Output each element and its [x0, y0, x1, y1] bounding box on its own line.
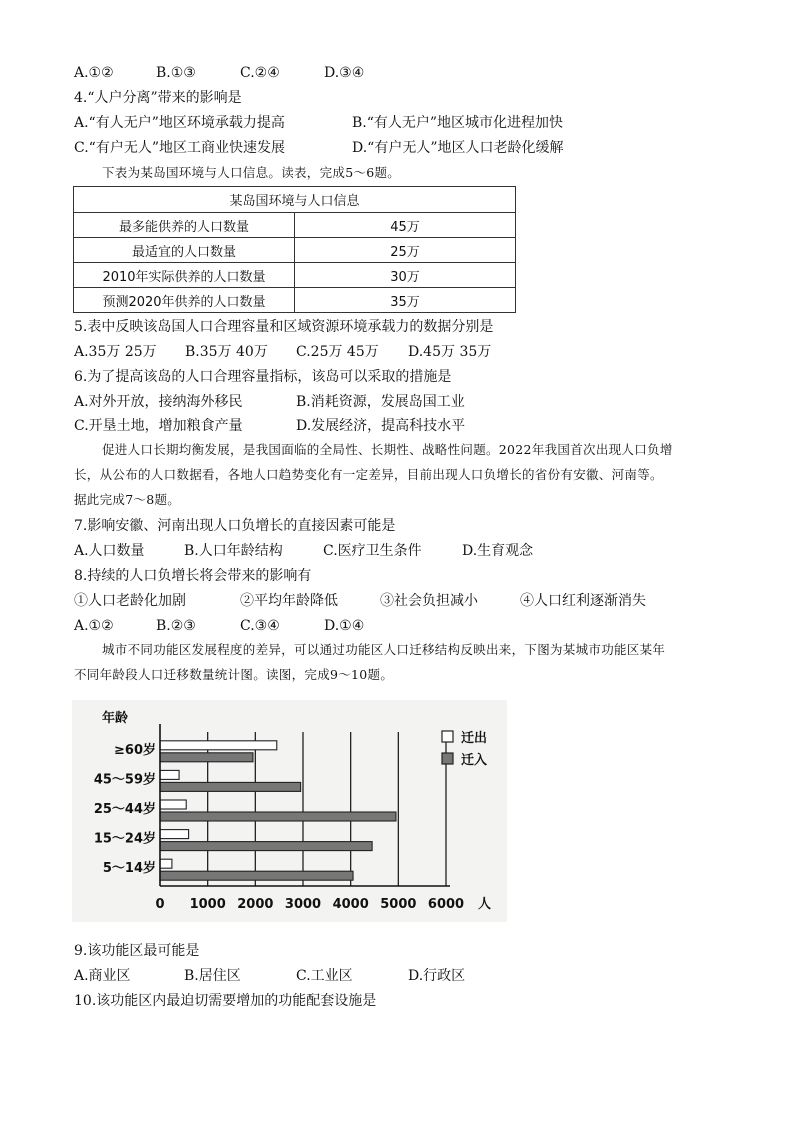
- q7-stem: 7.影响安徽、河南出现人口负增长的直接因素可能是: [74, 518, 396, 534]
- q6-stem: 6.为了提高该岛的人口合理容量指标，该岛可以采取的措施是: [74, 369, 452, 385]
- q10-stem: 10.该功能区内最迫切需要增加的功能配套设施是: [74, 993, 377, 1009]
- q9-stem: 9.该功能区最可能是: [74, 943, 200, 959]
- q3-option-c: C.②④: [240, 65, 280, 81]
- table-intro: 下表为某岛国环境与人口信息。读表，完成5～6题。: [102, 165, 401, 180]
- q4-stem: 4.“人户分离”带来的影响是: [74, 90, 242, 106]
- x-tick-label: 2000: [237, 897, 274, 912]
- legend-swatch-in: [442, 753, 453, 764]
- table-cell-label: 2010年实际供养的人口数量: [74, 263, 295, 288]
- legend-label-in: 迁入: [461, 753, 488, 768]
- bar-out: [160, 741, 277, 750]
- q6-option-d: D.发展经济，提高科技水平: [296, 418, 466, 434]
- chart-svg: [72, 700, 507, 922]
- bar-in: [160, 782, 301, 791]
- x-tick-label: 5000: [380, 897, 417, 912]
- y-axis-title: 年龄: [102, 711, 129, 726]
- q9-option-c: C.工业区: [296, 968, 353, 984]
- q8-item-3: ③社会负担减小: [380, 593, 478, 609]
- q8-option-c: C.③④: [240, 618, 280, 634]
- q9-option-b: B.居住区: [184, 968, 241, 984]
- q3-option-d: D.③④: [324, 65, 365, 81]
- bar-out: [160, 859, 172, 868]
- q4-option-b: B.“有人无户”地区城市化进程加快: [352, 115, 564, 131]
- y-category-label: 5～14岁: [102, 861, 156, 877]
- x-tick-label: 6000: [427, 897, 465, 912]
- intro-7-8-line2: 长，从公布的人口数据看，各地人口趋势变化有一定差异，目前出现人口负增长的省份有安徽、河南等。: [74, 467, 663, 482]
- x-tick-label: 1000: [189, 897, 226, 912]
- legend-label-out: 迁出: [461, 731, 488, 746]
- table-cell-value: 25万: [295, 238, 516, 263]
- q7-option-c: C.医疗卫生条件: [323, 543, 422, 559]
- q5-option-c: C.25万 45万: [296, 344, 379, 360]
- q7-option-d: D.生育观念: [462, 543, 534, 559]
- q6-option-a: A.对外开放，接纳海外移民: [74, 394, 243, 410]
- intro-9-10-line2: 不同年龄段人口迁移数量统计图。读图，完成9～10题。: [74, 667, 394, 682]
- x-axis-unit: 人: [478, 897, 492, 912]
- table-cell-value: 45万: [295, 213, 516, 238]
- bar-in: [160, 871, 353, 880]
- q4-option-d: D.“有户无人”地区人口老龄化缓解: [352, 140, 564, 156]
- bar-in: [160, 842, 372, 851]
- q8-option-d: D.①④: [324, 618, 365, 634]
- q4-option-a: A.“有人无户”地区环境承载力提高: [74, 115, 285, 131]
- q3-option-b: B.①③: [156, 65, 196, 81]
- q7-option-a: A.人口数量: [74, 543, 145, 559]
- q8-item-2: ②平均年龄降低: [240, 593, 338, 609]
- y-category-label: 15～24岁: [93, 831, 156, 847]
- q6-option-c: C.开垦土地，增加粮食产量: [74, 418, 243, 434]
- x-tick-label: 0: [155, 897, 165, 912]
- table-cell-label: 预测2020年供养的人口数量: [74, 288, 295, 313]
- chart-legend: [442, 730, 487, 768]
- q5-stem: 5.表中反映该岛国人口合理容量和区域资源环境承载力的数据分别是: [74, 319, 494, 335]
- intro-9-10-line1: 城市不同功能区发展程度的差异，可以通过功能区人口迁移结构反映出来，下图为某城市功能区某年: [102, 642, 666, 657]
- q4-option-c: C.“有户无人”地区工商业快速发展: [74, 140, 285, 156]
- bar-out: [160, 800, 186, 809]
- environment-population-table: [73, 186, 516, 313]
- y-category-label: ≥60岁: [114, 742, 156, 758]
- x-tick-label: 3000: [284, 897, 322, 912]
- q8-stem: 8.持续的人口负增长将会带来的影响有: [74, 568, 312, 584]
- table-cell-label: 最多能供养的人口数量: [74, 213, 295, 238]
- q8-option-b: B.②③: [156, 618, 196, 634]
- table-cell-value: 30万: [295, 263, 516, 288]
- y-category-label: 45～59岁: [93, 772, 156, 788]
- q5-option-a: A.35万 25万: [74, 344, 157, 360]
- q6-option-b: B.消耗资源，发展岛国工业: [296, 394, 465, 410]
- migration-bar-chart: [72, 700, 507, 922]
- q8-item-4: ④人口红利逐渐消失: [520, 593, 646, 609]
- x-tick-label: 4000: [332, 897, 369, 912]
- intro-7-8-line1: 促进人口长期均衡发展，是我国面临的全局性、长期性、战略性问题。2022年我国首次出现人口负增: [102, 442, 673, 457]
- q8-option-a: A.①②: [74, 618, 114, 634]
- table-cell-label: 最适宜的人口数量: [74, 238, 295, 263]
- legend-swatch-out: [442, 731, 453, 742]
- q5-option-b: B.35万 40万: [185, 344, 268, 360]
- y-category-label: 25～44岁: [93, 802, 156, 817]
- bar-out: [160, 830, 189, 839]
- q9-option-d: D.行政区: [408, 968, 466, 984]
- q8-item-1: ①人口老龄化加剧: [74, 593, 186, 609]
- table-caption: 某岛国环境与人口信息: [74, 187, 516, 213]
- intro-7-8-line3: 据此完成7～8题。: [74, 492, 181, 507]
- q7-option-b: B.人口年龄结构: [184, 543, 283, 559]
- q3-option-a: A.①②: [74, 65, 114, 81]
- q5-option-d: D.45万 35万: [408, 344, 492, 360]
- bar-out: [160, 770, 179, 779]
- q9-option-a: A.商业区: [74, 968, 131, 984]
- table-cell-value: 35万: [295, 288, 516, 313]
- bar-in: [160, 812, 396, 821]
- bar-in: [160, 753, 253, 762]
